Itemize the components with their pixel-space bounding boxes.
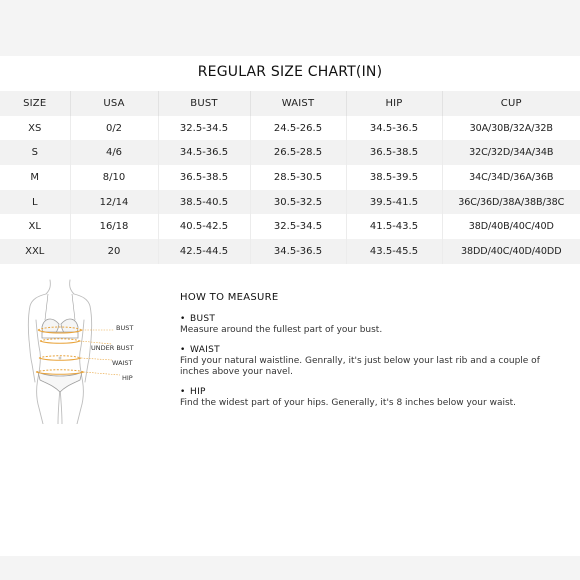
bullet-icon: • (180, 314, 186, 324)
size-table (0, 91, 580, 264)
cell-usa: 12/14 (70, 190, 158, 215)
column-header-size: SIZE (0, 91, 70, 116)
column-header-bust: BUST (158, 91, 250, 116)
figure-label-waist: WAIST (112, 359, 133, 367)
cell-hip: 39.5-41.5 (346, 190, 442, 215)
cell-usa: 0/2 (70, 116, 158, 141)
measure-description: Find the widest part of your hips. Generally, it's 8 inches below your waist. (180, 398, 517, 408)
measure-item-hip (180, 387, 570, 409)
table-header-row (0, 91, 580, 116)
cell-bust: 42.5-44.5 (158, 239, 250, 264)
chart-title: REGULAR SIZE CHART(IN) (197, 64, 383, 80)
cell-bust: 32.5-34.5 (158, 116, 250, 141)
column-header-usa: USA (70, 91, 158, 116)
table-row (0, 239, 580, 264)
cell-usa: 4/6 (70, 140, 158, 165)
body-measurement-figure (16, 272, 166, 424)
cell-size: M (30, 171, 40, 183)
figure-label-bust: BUST (116, 324, 134, 332)
top-band (0, 0, 580, 56)
bullet-icon: • (180, 345, 186, 355)
under-bust-measure-line (40, 341, 80, 343)
how-to-measure-section (180, 292, 570, 418)
table-row (0, 190, 580, 215)
cell-bust: 40.5-42.5 (158, 214, 250, 239)
column-header-waist: WAIST (250, 91, 346, 116)
table-row (0, 214, 580, 239)
cell-bust: 36.5-38.5 (158, 165, 250, 190)
figure-label-under-bust: UNDER BUST (91, 344, 134, 352)
cell-size: XXL (0, 239, 70, 264)
cell-cup: 32C/32D/34A/34B (442, 140, 580, 165)
measure-description: Measure around the fullest part of your bust. (180, 325, 383, 335)
column-header-cup: CUP (442, 91, 580, 116)
measure-heading: BUST (190, 314, 216, 324)
cell-usa: 8/10 (70, 165, 158, 190)
cell-waist: 26.5-28.5 (250, 140, 346, 165)
cell-hip: 36.5-38.5 (346, 140, 442, 165)
how-to-measure-title: HOW TO MEASURE (180, 292, 279, 303)
cell-cup: 30A/30B/32A/32B (442, 116, 580, 141)
measure-item-bust (180, 314, 570, 336)
table-row (0, 116, 580, 141)
cell-size: L (0, 190, 70, 215)
cell-waist: 30.5-32.5 (250, 190, 346, 215)
table-row (0, 140, 580, 165)
cell-size: XL (28, 221, 41, 233)
cell-waist: 32.5-34.5 (250, 214, 346, 239)
cell-usa: 16/18 (70, 214, 158, 239)
cell-hip: 41.5-43.5 (346, 214, 442, 239)
cell-hip: 34.5-36.5 (346, 116, 442, 141)
cell-size: S (0, 140, 70, 165)
column-header-hip: HIP (346, 91, 442, 116)
cell-bust: 34.5-36.5 (158, 140, 250, 165)
bullet-icon: • (180, 387, 186, 397)
measure-description: Find your natural waistline. Genrally, it's just below your last rib and a couple of inches above your navel. (180, 356, 540, 377)
cell-cup: 38DD/40C/40D/40DD (442, 239, 580, 264)
cell-usa: 20 (70, 239, 158, 264)
cell-cup: 38D/40B/40C/40D (442, 214, 580, 239)
cell-hip: 43.5-45.5 (346, 239, 442, 264)
cell-waist: 28.5-30.5 (250, 165, 346, 190)
cell-cup: 36C/36D/38A/38B/38C (442, 190, 580, 215)
bottom-band (0, 556, 580, 580)
cell-waist: 34.5-36.5 (250, 239, 346, 264)
measure-heading: HIP (190, 387, 206, 397)
measure-heading: WAIST (190, 345, 220, 355)
cell-hip: 38.5-39.5 (346, 165, 442, 190)
cell-cup: 34C/34D/36A/36B (442, 165, 580, 190)
hip-measure-line (36, 372, 84, 374)
measure-item-waist (180, 345, 570, 378)
cell-waist: 24.5-26.5 (250, 116, 346, 141)
table-row (0, 165, 580, 190)
figure-label-hip: HIP (122, 374, 133, 382)
cell-size: XS (28, 122, 42, 134)
body-outline-neck (46, 280, 50, 294)
cell-bust: 38.5-40.5 (158, 190, 250, 215)
